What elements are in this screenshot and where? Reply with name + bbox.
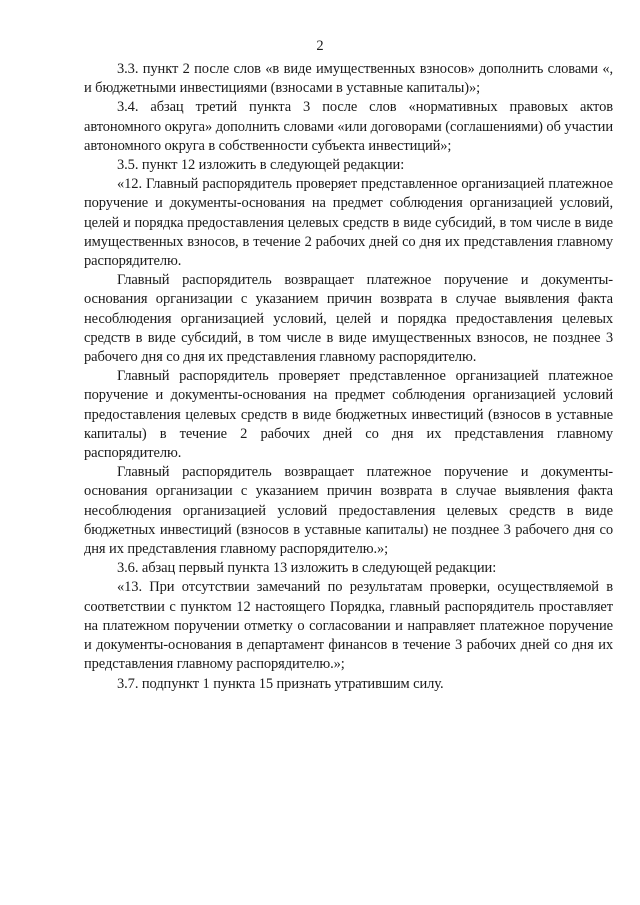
paragraph-3-4: 3.4. абзац третий пункта 3 после слов «нормативных правовых актов автономного округа» дополнить словами «или договорами (соглашениями) об участии автономного округа в собственности субъекта инвестиций»; [84, 99, 613, 154]
page-number: 2 [316, 38, 324, 54]
paragraph-12-quote-3: Главный распорядитель проверяет представленное организацией платежное поручение и документы-основания на предмет соблюдения организацией условий предоставления целевых средств в виде бюджетных инвестиций (взносов в уставные капиталы) в течение 2 рабочих дней со дня их представления главному распорядителю. [84, 368, 613, 462]
paragraph-12-quote-4: Главный распорядитель возвращает платежное поручение и документы-основания организации с указанием причин возврата в случае выявления факта несоблюдения организацией условий предоставления целевых средств в виде бюджетных инвестиций (взносов в уставные капиталы) не позднее 3 рабочего дня со дня их представления главному распорядителю.»; [84, 464, 613, 558]
paragraph-3-6: 3.6. абзац первый пункта 13 изложить в следующей редакции: [117, 560, 497, 577]
document-body [84, 60, 613, 694]
paragraph-13-quote: «13. При отсутствии замечаний по результатам проверки, осуществляемой в соответствии с пунктом 12 настоящего Порядка, главный распорядитель проставляет на платежном поручении отметку о согласовании и направляет платежное поручение и документы-основания в департамент финансов в течение 3 рабочих дней со дня их представления главному распорядителю.»; [84, 579, 613, 673]
paragraph-3-3: 3.3. пункт 2 после слов «в виде имущественных взносов» дополнить словами «, и бюджетными инвестициями (взносами в уставные капиталы)»; [84, 61, 613, 97]
paragraph-3-7: 3.7. подпункт 1 пункта 15 признать утратившим силу. [117, 675, 444, 692]
paragraph-12-quote-1: «12. Главный распорядитель проверяет представленное организацией платежное поручение и документы-основания на предмет соблюдения организацией условий, целей и порядка предоставления целевых средств в виде субсидий, в том числе в виде имущественных взносов, в течение 2 рабочих дней со дня их представления главному распорядителю. [84, 176, 613, 270]
paragraph-12-quote-2: Главный распорядитель возвращает платежное поручение и документы-основания организации с указанием причин возврата в случае выявления факта несоблюдения организацией условий, целей и порядка предоставления целевых средств в виде субсидий, в том числе в виде имущественных взносов, не позднее 3 рабочего дня со дня их представления главному распорядителю. [84, 272, 613, 366]
paragraph-3-5: 3.5. пункт 12 изложить в следующей редакции: [117, 157, 405, 174]
